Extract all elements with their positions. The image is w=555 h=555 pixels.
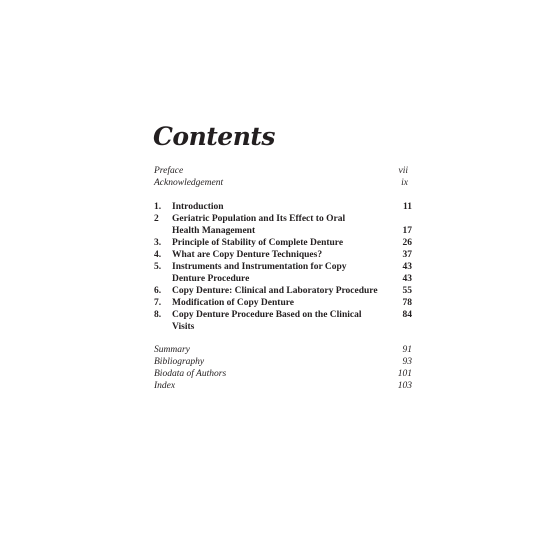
chapter-number: 8. [154,310,162,320]
back-matter-list [154,344,412,392]
chapter-number: 7. [154,298,162,308]
toc-entry-page: 91 [402,345,412,355]
toc-entry-page: 43 [402,262,412,272]
chapter-number: 2 [154,214,159,224]
toc-entry-chapter-5-cont[interactable] [154,273,412,285]
chapter-number: 5. [154,262,162,272]
toc-entry-chapter-8[interactable] [154,309,412,321]
toc-entry-page: 78 [402,298,412,308]
toc-entry-chapter-4[interactable] [154,249,412,261]
toc-entry-page: 84 [402,310,412,320]
toc-entry-chapter-8-cont[interactable] [154,321,412,333]
chapter-title: Copy Denture Procedure Based on the Clinical [172,310,362,320]
toc-entry-page: 26 [402,238,412,248]
toc-entry-index[interactable] [154,380,412,392]
toc-entry-page: 103 [397,381,412,391]
chapter-title: Copy Denture: Clinical and Laboratory Procedure [172,286,378,296]
toc-entry-title: Bibliography [154,357,205,367]
chapter-number: 4. [154,250,162,260]
toc-entry-title: Acknowledgement [154,178,224,188]
toc-entry-bibliography[interactable] [154,356,412,368]
front-matter-list [154,165,412,189]
chapter-title-continued: Denture Procedure [172,274,250,284]
chapter-list [154,201,412,333]
toc-entry-chapter-2-cont[interactable] [154,225,412,237]
toc-entry-chapter-5[interactable] [154,261,412,273]
toc-entry-title: Index [154,381,176,391]
chapter-number: 1. [154,202,162,212]
chapter-title-continued: Health Management [172,226,256,236]
chapter-title: Instruments and Instrumentation for Copy [172,262,347,272]
toc-entry-page: 93 [402,357,412,367]
toc-entry-chapter-3[interactable] [154,237,412,249]
toc-entry-page: 43 [402,274,412,284]
chapter-title-continued: Visits [172,322,195,332]
toc-entry-page: 55 [402,286,412,296]
chapter-number: 6. [154,286,162,296]
page-title: Contents [153,122,276,151]
toc-entry-chapter-7[interactable] [154,297,412,309]
toc-entry-page: vii [398,166,408,176]
chapter-number: 3. [154,238,162,248]
toc-entry-summary[interactable] [154,344,412,356]
chapter-title: Geriatric Population and Its Effect to Oral [172,214,346,224]
toc-entry-chapter-2[interactable] [154,213,412,225]
toc-entry-page: 11 [403,202,412,212]
toc-entry-preface[interactable] [154,165,412,177]
toc-entry-page: 37 [402,250,412,260]
toc-entry-page: ix [401,178,408,188]
toc-entry-title: Summary [154,345,190,355]
toc-entry-acknowledgement[interactable] [154,177,412,189]
toc-entry-title: Biodata of Authors [154,369,227,379]
toc-entry-biodata[interactable] [154,368,412,380]
toc-entry-page: 101 [397,369,412,379]
toc-entry-title: Preface [154,166,184,176]
chapter-title: What are Copy Denture Techniques? [172,250,323,260]
toc-entry-chapter-1[interactable] [154,201,412,213]
toc-entry-chapter-6[interactable] [154,285,412,297]
chapter-title: Introduction [172,202,224,212]
chapter-title: Principle of Stability of Complete Denture [172,238,344,248]
toc-entry-page: 17 [402,226,412,236]
chapter-title: Modification of Copy Denture [172,298,294,308]
